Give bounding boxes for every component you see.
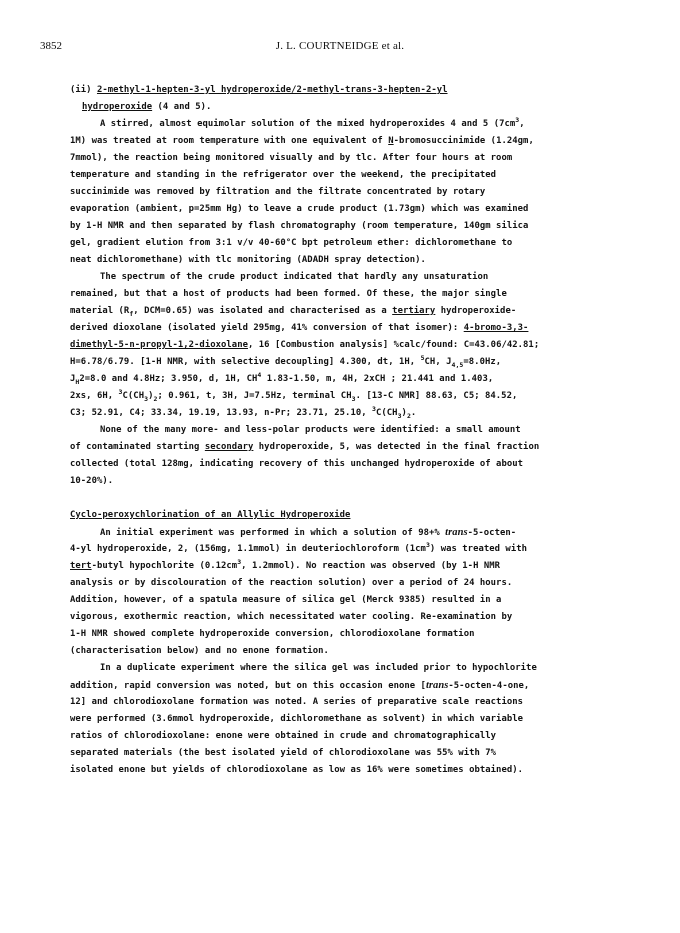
text-run: -bromosuccinimide (1.24gm, [393,136,534,146]
sec1-para1-line [70,133,630,150]
sec1-para2-line: remained, but that a host of products had been formed. Of these, the major single [70,289,507,299]
sec2-para1-line [70,558,630,575]
text-run: J [70,374,76,384]
text-run: , 16 [Combustion analysis] %calc/found: C=43.06/42.81; [247,340,540,350]
sec2-para1-line: 1-H NMR showed complete hydroperoxide conversion, chlorodioxolane formation [70,629,475,639]
sec1-para3-line: collected (total 128mg, indicating recovery of this unchanged hydroperoxide of about [70,459,524,469]
subscript: f [129,309,134,318]
italic-text: trans [425,680,449,691]
sec1-para1-line: 7mmol), the reaction being monitored visually and by tlc. After four hours at room [70,153,513,163]
sec1-para1-line: temperature and standing in the refrigerator over the weekend, the precipitated [70,170,497,180]
subscript: 3 [144,394,149,403]
sec2-heading: Cyclo-peroxychlorination of an Allylic Hydroperoxide [70,510,351,520]
text-run: -butyl hypochlorite (0.12cm [91,561,238,571]
text-run: A stirred, almost equimolar solution of the mixed hydroperoxides 4 and 5 (7cm [100,119,516,129]
sec1-para1-line: succinimide was removed by filtration and the filtrate concentrated by rotary [70,187,486,197]
sec1-para2-line: The spectrum of the crude product indicated that hardly any unsaturation [100,272,489,282]
sec2-para2-line [70,677,630,694]
subscript: 2 [406,411,411,420]
sec2-para2-line: In a duplicate experiment where the silica gel was included prior to hypochlorite [100,663,537,673]
sec1-para3-line: None of the many more- and less-polar products were identified: a small amount [100,425,521,435]
sec1-title-compound-end: hydroperoxide [82,102,153,112]
sec2-para2-line: isolated enone but yields of chlorodioxolane as low as 16% were sometimes obtained). [70,765,524,775]
body-text [70,82,630,779]
underlined-text: secondary [204,442,254,452]
text-run: C(CH [122,391,145,401]
text-run: hydroperoxide- [435,306,517,316]
sec1-para2-line [70,320,630,337]
italic-text: trans [445,527,468,538]
text-run: addition, rapid conversion was noted, but on this occasion enone [ [70,681,426,691]
underlined-text: N [388,136,394,146]
text-run: ) [148,391,154,401]
text-run: . [13-C NMR] 88.63, C5; 84.52, [355,391,518,401]
superscript: 3 [425,541,430,550]
text-run: ) was treated with [429,544,527,554]
text-run: 2=8.0 and 4.8Hz; 3.950, d, 1H, CH [79,374,258,384]
sec2-para1-line: (characterisation below) and no enone formation. [70,646,329,656]
page-number: 3852 [40,40,62,52]
sec2-para1-line [70,541,630,558]
sec1-title-prefix: (ii) [70,85,97,95]
text-run: , DCM=0.65) was isolated and characterised as a [133,306,393,316]
sec1-para3-line: 10-20%). [70,476,114,486]
text-run: CH, J [424,357,452,367]
sec1-para2-line [70,337,630,354]
sec1-title-suffix: (4 and 5). [152,102,212,112]
page-header [40,40,640,56]
text-run: ) [401,408,407,418]
text-run: -5-octen- [467,528,517,538]
text-run: ; 0.961, t, 3H, J=7.5Hz, terminal CH [157,391,352,401]
text-run: C(CH [376,408,398,418]
underlined-text: 4-bromo-3,3- [463,323,529,333]
text-run: , [519,119,525,129]
sec2-para2-line: were performed (3.6mmol hydroperoxide, dichloromethane as solvent) in which variable [70,714,524,724]
sec2-para2-line: separated materials (the best isolated yield of chlorodioxolane was 55% with 7% [70,748,497,758]
text-run: of contaminated starting [70,442,205,452]
text-run: 2xs, 6H, [70,391,119,401]
sec1-para1-line: by 1-H NMR and then separated by flash chromatography (room temperature, 140gm silica [70,221,529,231]
sec2-para1-line: Addition, however, of a spatula measure of silica gel (Merck 9385) resulted in a [70,595,502,605]
sec1-title-line-2 [70,99,630,116]
superscript: 5 [420,354,425,363]
sec1-title-line-1 [70,82,630,99]
superscript: 3 [515,116,520,125]
text-run: 1M) was treated at room temperature with one equivalent of [70,136,389,146]
text-run: hydroperoxide, 5, was detected in the final fraction [253,442,540,452]
sec1-para2-line [70,354,630,371]
text-run: derived dioxolane (isolated yield 295mg, 41% conversion of that isomer): [70,323,464,333]
spacer [70,490,630,507]
underlined-text: dimethyl-5-n-propyl-1,2-dioxolane [70,340,248,350]
running-title: J. L. COURTNEIDGE et al. [275,40,405,52]
sec2-para2-line: ratios of chlorodioxolane: enone were obtained in crude and chromatographically [70,731,497,741]
sec2-para1-line: analysis or by discolouration of the reaction solution) over a period of 24 hours. [70,578,513,588]
sec1-para1-line [70,116,630,133]
text-run: C3; 52.91, C4; 33.34, 19.19, 13.93, n-Pr; 23.71, 25.10, [70,408,373,418]
sec2-para1-line [70,524,630,541]
text-run: H=6.78/6.79. [1-H NMR, with selective decoupling] 4.300, dt, 1H, [70,357,421,367]
text-run: 1.83-1.50, m, 4H, 2xCH ; 21.441 and 1.403, [261,374,494,384]
sec1-para1-line: gel, gradient elution from 3:1 v/v 40-60°C bpt petroleum ether: dichloromethane to [70,238,513,248]
sec1-para2-line [70,371,630,388]
sec1-para2-line [70,388,630,405]
sec2-para1-line: vigorous, exothermic reaction, which necessitated water cooling. Re-examination by [70,612,513,622]
superscript: 4 [257,371,262,380]
underlined-text: tert [70,561,92,571]
sec1-para1-line: evaporation (ambient, p=25mm Hg) to leave a crude product (1.73gm) which was examined [70,204,529,214]
text-run: material (R [70,306,130,316]
superscript: 3 [372,405,376,414]
text-run: =8.0Hz, [463,357,502,367]
text-run: An initial experiment was performed in which a solution of 98+% [100,528,446,538]
subscript: 4,5 [451,360,464,369]
sec1-para3-line [70,439,630,456]
text-run: , 1.2mmol). No reaction was observed (by 1-H NMR [241,561,501,571]
underlined-text: tertiary [392,306,436,316]
sec1-para2-line [70,405,630,422]
sec1-para1-line: neat dichloromethane) with tlc monitoring (ADADH spray detection). [70,255,426,265]
subscript: 3 [351,394,356,403]
subscript: H [75,377,80,386]
sec2-para2-line: 12] and chlorodioxolane formation was noted. A series of preparative scale reactions [70,697,524,707]
superscript: 3 [118,388,123,397]
text-run: 4-yl hydroperoxide, 2, (156mg, 1.1mmol) in deuteriochloroform (1cm [70,544,426,554]
text-run: . [410,408,417,418]
text-run: -5-octen-4-one, [448,681,530,691]
sec1-para2-line [70,303,630,320]
superscript: 3 [237,558,242,567]
sec1-title-compound: 2-methyl-1-hepten-3-yl hydroperoxide/2-methyl-trans-3-hepten-2-yl [96,85,448,95]
subscript: 2 [153,394,158,403]
subscript: 3 [397,411,402,420]
